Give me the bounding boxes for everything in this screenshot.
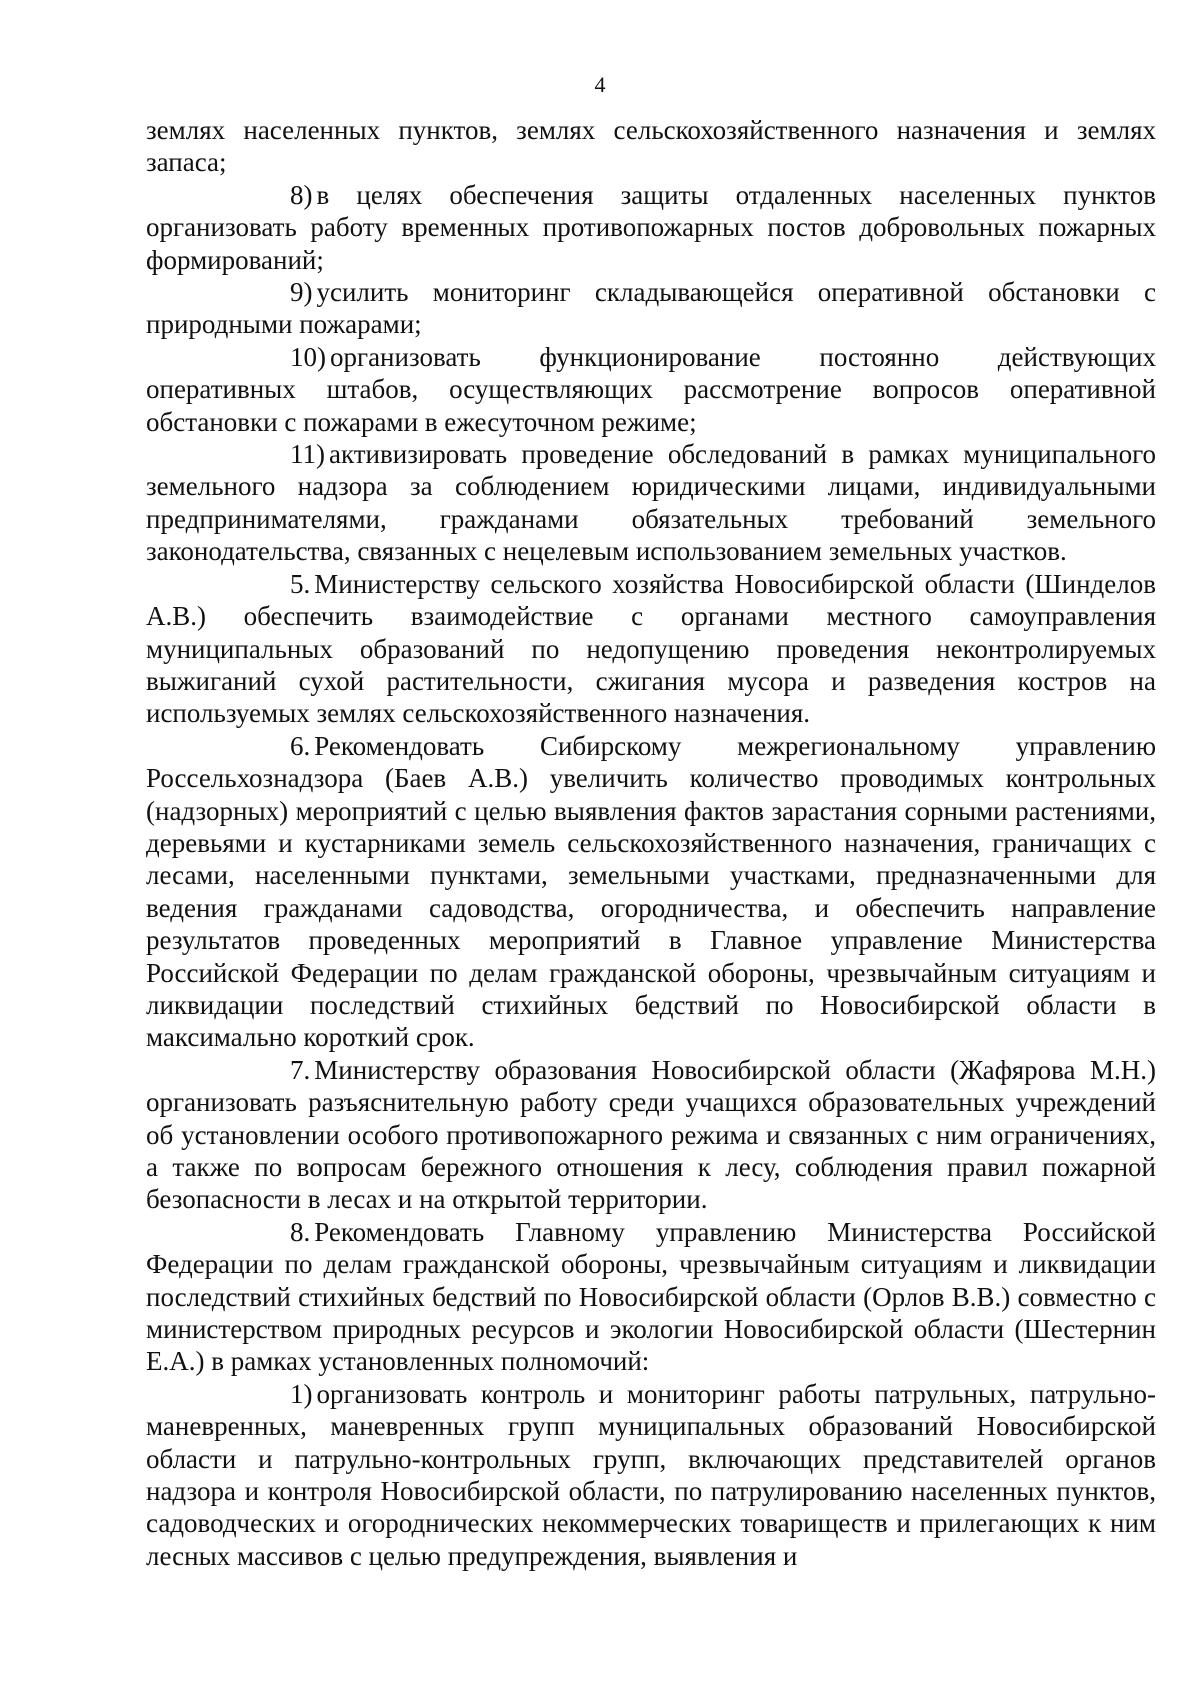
paragraph-text: землях населенных пунктов, землях сельскохозяйственного назначения и землях запаса; — [146, 115, 1156, 178]
document-body — [146, 114, 1156, 1572]
section-number: 7. — [290, 1054, 311, 1085]
item-number: 11) — [290, 439, 325, 470]
paragraph-section-5 — [146, 568, 1156, 730]
paragraph-section-6 — [146, 730, 1156, 1054]
paragraph-text: усилить мониторинг складывающейся оперативной обстановки с природными пожарами; — [146, 277, 1156, 340]
paragraph-section-8 — [146, 1216, 1156, 1378]
paragraph-text: организовать контроль и мониторинг работы патрульных, патрульно-маневренных, маневренных групп муниципальных образований Новосибирской области и патрульно-контрольных групп, включающих представителей органов надзора и контроля Новосибирской области, по патрулированию населенных пунктов, садоводческих и огороднических некоммерческих товариществ и прилегающих к ним лесных массивов с целью предупреждения, выявления и — [146, 1378, 1156, 1571]
item-number: 10) — [290, 341, 326, 372]
paragraph-item-1 — [146, 1378, 1156, 1572]
paragraph-text: Рекомендовать Сибирскому межрегиональному управлению Россельхознадзора (Баев А.В.) увеличить количество проводимых контрольных (надзорных) мероприятий с целью выявления фактов зарастания сорными растениями, деревьями и кустарниками земель сельскохозяйственного назначения, граничащих с лесами, населенными пунктами, земельными участками, предназначенными для ведения гражданами садоводства, огородничества, и обеспечить направление результатов проведенных мероприятий в Главное управление Министерства Российской Федерации по делам гражданской обороны, чрезвычайным ситуациям и ликвидации последствий стихийных бедствий по Новосибирской области в максимально короткий срок. — [146, 730, 1156, 1053]
paragraph-section-7 — [146, 1054, 1156, 1216]
paragraph-item-9 — [146, 276, 1156, 341]
item-number: 8) — [290, 179, 313, 210]
paragraph-text: Министерству образования Новосибирской области (Жафярова М.Н.) организовать разъяснительную работу среди учащихся образовательных учреждений об установлении особого противопожарного режима и связанных с ним ограничениях, а также по вопросам бережного отношения к лесу, соблюдения правил пожарной безопасности в лесах и на открытой территории. — [146, 1054, 1156, 1215]
page-number: 4 — [594, 72, 606, 97]
paragraph-item-11 — [146, 438, 1156, 568]
paragraph-text: в целях обеспечения защиты отдаленных населенных пунктов организовать работу временных противопожарных постов добровольных пожарных формирований; — [146, 179, 1156, 275]
item-number: 9) — [290, 277, 313, 308]
paragraph-item-8 — [146, 179, 1156, 276]
paragraph-item-10 — [146, 341, 1156, 438]
paragraph-text: Рекомендовать Главному управлению Министерства Российской Федерации по делам гражданской обороны, чрезвычайным ситуациям и ликвидации последствий стихийных бедствий по Новосибирской области (Орлов В.В.) совместно с министерством природных ресурсов и экологии Новосибирской области (Шестернин Е.А.) в рамках установленных полномочий: — [146, 1216, 1156, 1377]
paragraph-text: активизировать проведение обследований в рамках муниципального земельного надзора за соблюдением юридическими лицами, индивидуальными предпринимателями, гражданами обязательных требований земельного законодательства, связанных с нецелевым использованием земельных участков. — [146, 439, 1156, 567]
paragraph-text: организовать функционирование постоянно действующих оперативных штабов, осуществляющих рассмотрение вопросов оперативной обстановки с пожарами в ежесуточном режиме; — [146, 341, 1156, 437]
item-number: 1) — [290, 1378, 313, 1409]
section-number: 5. — [290, 568, 311, 599]
paragraph-continuation — [146, 114, 1156, 179]
section-number: 8. — [290, 1216, 311, 1247]
paragraph-text: Министерству сельского хозяйства Новосибирской области (Шинделов А.В.) обеспечить взаимодействие с органами местного самоуправления муниципальных образований по недопущению проведения неконтролируемых выжиганий сухой растительности, сжигания мусора и разведения костров на используемых землях сельскохозяйственного назначения. — [146, 568, 1156, 729]
section-number: 6. — [290, 730, 311, 761]
